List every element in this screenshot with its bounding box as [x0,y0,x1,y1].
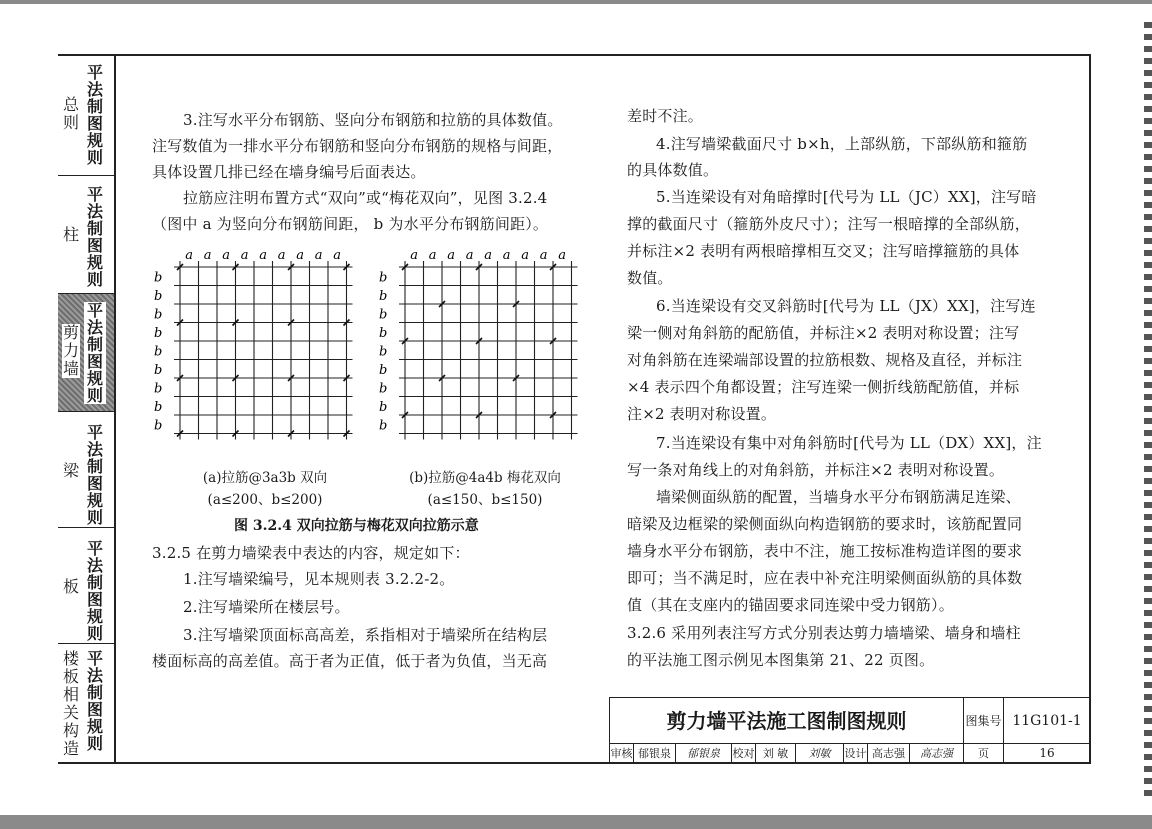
design-signature: 高志强 [910,744,964,763]
dim-label-a: a [447,248,456,263]
left-para-line: 3.注写水平分布钢筋、竖向分布钢筋和拉筋的具体数值。 [183,111,563,129]
dim-label-b: b [379,381,388,397]
caption-b-line2: (a≤150、b≤150) [427,492,543,508]
dim-label-a: a [521,248,530,263]
left-para-line: 楼面标高的高差值。高于者为正值，低于者为负值，当无高 [152,652,548,670]
drawing-title: 剪力墙平法施工图制图规则 [610,698,964,744]
tab-general-label: 总则 [62,95,79,132]
check-signature: 刘敏 [796,744,844,763]
dim-label-a: a [222,248,231,263]
tab-general-vertical: 平法制图规则 [86,63,103,167]
right-para-line: 5.当连梁设有对角暗撑时[代号为 LL（JC）XX]，注写暗 [656,188,1037,206]
tab-shear-wall[interactable] [58,294,114,412]
chapter-tabs [58,54,114,764]
right-para-line: ×4 表示四个角都设置；注写连梁一侧折线筋配筋值，并标 [627,378,1020,396]
left-para-line: 拉筋应注明布置方式“双向”或“梅花双向”，见图 3.2.4 [183,189,548,207]
dim-label-b: b [379,325,388,341]
tab-beam[interactable] [58,412,114,528]
dim-label-a: a [314,248,323,263]
right-para-line: 撑的截面尺寸（箍筋外皮尺寸）；注写一根暗撑的全部纵筋， [627,215,1030,233]
right-para-line: 梁一侧对角斜筋的配筋值，并标注×2 表明对称设置；注写 [627,324,1020,342]
dim-label-b: b [154,362,163,378]
right-para-line: 数值。 [627,269,673,287]
page-number: 16 [1039,746,1055,760]
tab-column-label: 柱 [62,225,79,244]
dim-label-b: b [379,307,388,323]
left-para-line: 3.注写墙梁顶面标高高差，系指相对于墙梁所在结构层 [183,626,548,644]
tab-slab[interactable] [58,528,114,644]
caption-a-line2: (a≤200、b≤200) [207,492,323,508]
right-para-line: 4.注写墙梁截面尺寸 b×h，上部纵筋，下部纵筋和箍筋 [656,135,1028,153]
atlas-number: 11G101-1 [1004,698,1090,744]
right-para-line: 写一条对角线上的对角斜筋，并标注×2 表明对称设置。 [627,461,1005,479]
dim-label-b: b [154,381,163,397]
caption-b-line1: (b)拉筋@4a4b 梅花双向 [409,470,561,486]
tab-slab-vertical: 平法制图规则 [86,539,103,643]
left-para-line: 2.注写墙梁所在楼层号。 [183,598,350,616]
tab-slab-detail-vertical: 平法制图规则 [86,649,103,753]
left-para-line: 具体设置几排已经在墙身编号后面表达。 [152,163,426,181]
tab-shear-wall-label: 剪力墙 [62,323,79,378]
tab-beam-vertical: 平法制图规则 [86,423,103,527]
dim-label-a: a [428,248,437,263]
right-para-line: 3.2.6 采用列表注写方式分别表达剪力墙墙梁、墙身和墙柱 [627,624,1021,642]
dim-label-a: a [296,248,305,263]
left-para-line: 注写数值为一排水平分布钢筋和竖向分布钢筋的规格与间距， [152,137,563,155]
grid-two-way [150,245,370,470]
dim-label-b: b [154,399,163,415]
dim-label-b: b [154,270,163,286]
figure-3-2-4 [150,245,600,545]
right-para-line: 即可；当不满足时，应在表中补充注明梁侧面纵筋的具体数 [627,569,1023,587]
right-para-line: 差时不注。 [627,107,704,125]
dim-label-b: b [154,325,163,341]
check-name: 刘 敏 [756,744,796,763]
dim-label-a: a [502,248,511,263]
page-label: 页 [964,744,1004,763]
dim-label-a: a [203,248,212,263]
left-para-line: 1.注写墙梁编号，见本规则表 3.2.2-2。 [183,570,455,588]
title-block [609,697,1091,764]
dim-label-a: a [558,248,567,263]
dim-label-a: a [465,248,474,263]
right-para-line: 对角斜筋在连梁端部设置的拉筋根数、规格及直径，并标注 [627,351,1023,369]
dim-label-b: b [379,399,388,415]
check-label: 校对 [732,744,756,763]
dim-label-b: b [379,270,388,286]
top-band [0,0,1152,4]
dim-label-a: a [277,248,286,263]
dim-label-a: a [240,248,249,263]
right-para-line: 暗梁及边框梁的梁侧面纵向构造钢筋的要求时，该筋配置同 [627,515,1023,533]
dim-label-b: b [379,344,388,360]
bottom-band [0,815,1152,829]
tab-column-vertical: 平法制图规则 [86,185,103,289]
review-signature: 郁银泉 [676,744,732,763]
dim-label-b: b [379,362,388,378]
dim-label-a: a [333,248,342,263]
right-para-line: 的平法施工图示例见本图集第 21、22 页图。 [627,651,935,669]
review-name: 郁银泉 [634,744,676,763]
right-para-line: 6.当连梁设有交叉斜筋时[代号为 LL（JX）XX]，注写连 [656,297,1036,315]
dim-label-b: b [379,418,388,434]
right-para-line: 注×2 表明对称设置。 [627,405,777,423]
dim-label-a: a [259,248,268,263]
design-label: 设计 [844,744,868,763]
tab-general[interactable] [58,56,114,176]
tab-shear-wall-vertical: 平法制图规则 [84,302,106,404]
dim-label-b: b [154,418,163,434]
left-para-line: （图中 a 为竖向分布钢筋间距， b 为水平分布钢筋间距）。 [152,215,549,233]
tab-slab-detail[interactable] [58,644,114,764]
left-para-line: 3.2.5 在剪力墙梁表中表达的内容，规定如下： [152,544,470,562]
dim-label-a: a [410,248,419,263]
dim-label-a: a [539,248,548,263]
tab-beam-label: 梁 [62,461,79,480]
dim-label-b: b [154,344,163,360]
right-para-line: 墙身水平分布钢筋，表中不注，施工按标准构造详图的要求 [627,542,1023,560]
right-para-line: 墙梁侧面纵筋的配置，当墙身水平分布钢筋满足连梁、 [656,488,1021,506]
right-para-line: 并标注×2 表明有两根暗撑相互交叉；注写暗撑箍筋的具体 [627,242,1020,260]
figure-title: 图 3.2.4 双向拉筋与梅花双向拉筋示意 [234,518,479,534]
tab-slab-label: 板 [62,577,79,596]
right-para-line: 的具体数值。 [627,161,719,179]
dim-label-b: b [154,307,163,323]
right-para-line: 值（其在支座内的锚固要求同连梁中受力钢筋）。 [627,596,954,614]
binding-edge [1144,22,1152,802]
right-para-line: 7.当连梁设有集中对角斜筋时[代号为 LL（DX）XX]，注 [656,434,1042,452]
dim-label-a: a [185,248,194,263]
caption-a-line1: (a)拉筋@3a3b 双向 [202,470,328,486]
grid-quincunx [375,245,595,470]
dim-label-b: b [154,288,163,304]
tab-column[interactable] [58,176,114,294]
dim-label-a: a [484,248,493,263]
atlas-label: 图集号 [964,698,1004,744]
review-label: 审核 [610,744,634,763]
design-name: 高志强 [868,744,910,763]
tab-slab-detail-label: 楼板相关构造 [62,649,79,758]
dim-label-b: b [379,288,388,304]
